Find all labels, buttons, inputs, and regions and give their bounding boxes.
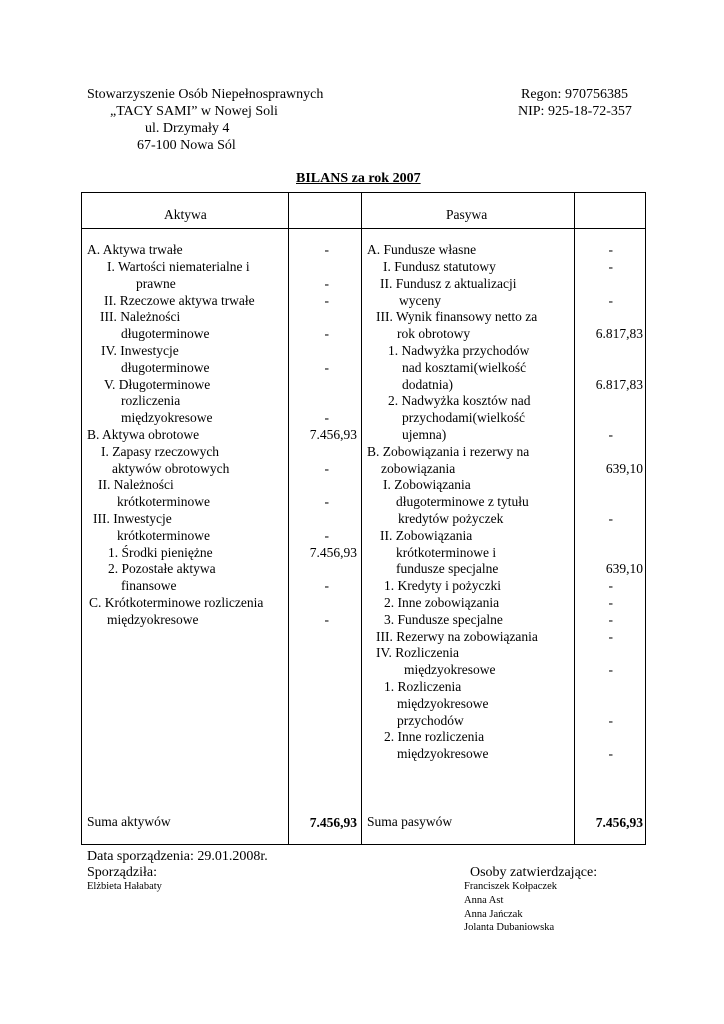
list-item-value: - (324, 276, 329, 291)
list-item-value: - (608, 595, 613, 610)
list-item-value: - (324, 326, 329, 341)
list-item-value: - (324, 360, 329, 375)
approver-name: Anna Jańczak (464, 909, 523, 920)
list-item: A. Aktywa trwałe (87, 242, 183, 257)
list-item-value: - (608, 293, 613, 308)
list-item: 1. Środki pieniężne (108, 545, 213, 560)
list-item: I. Fundusz statutowy (383, 259, 496, 274)
list-item: międzyokresowe (107, 612, 199, 627)
list-item-value: - (608, 242, 613, 257)
nip-number: NIP: 925-18-72-357 (518, 104, 632, 119)
list-item-value: - (608, 612, 613, 627)
list-item: przychodami(wielkość (402, 410, 525, 425)
total-assets-value: 7.456,93 (309, 815, 357, 830)
aktywa-header: Aktywa (164, 207, 207, 222)
document-title: BILANS za rok 2007 (296, 171, 421, 186)
list-item: III. Inwestycje (93, 511, 172, 526)
list-item: długoterminowe (121, 326, 210, 341)
list-item: długoterminowe z tytułu (396, 494, 529, 509)
list-item: dodatnia) (402, 377, 453, 392)
list-item: III. Wynik finansowy netto za (376, 309, 538, 324)
list-item: aktywów obrotowych (112, 461, 230, 476)
pasywa-header: Pasywa (446, 207, 488, 222)
list-item: II. Zobowiązania (380, 528, 473, 543)
list-item-value: - (608, 746, 613, 761)
list-item: B. Zobowiązania i rezerwy na (367, 444, 530, 459)
list-item: międzyokresowe (404, 662, 496, 677)
list-item-value: - (324, 528, 329, 543)
list-item: 3. Fundusze specjalne (384, 612, 503, 627)
list-item: krótkoterminowe i (396, 545, 497, 560)
list-item-value: - (324, 612, 329, 627)
regon-number: Regon: 970756385 (521, 87, 628, 102)
list-item-value: 639,10 (605, 461, 643, 476)
list-item: 1. Kredyty i pożyczki (384, 578, 501, 593)
list-item-value: - (608, 713, 613, 728)
list-item-value: - (608, 427, 613, 442)
list-item-value: - (608, 578, 613, 593)
list-item: V. Długoterminowe (104, 377, 211, 392)
list-item: długoterminowe (121, 360, 210, 375)
list-item: I. Zobowiązania (383, 477, 471, 492)
org-name-line2: „TACY SAMI” w Nowej Soli (110, 104, 278, 119)
list-item-value: - (324, 461, 329, 476)
approver-name: Anna Ast (464, 895, 504, 906)
list-item: rozliczenia (121, 393, 181, 408)
prepared-by-name: Elżbieta Hałabaty (87, 881, 162, 892)
org-name-line1: Stowarzyszenie Osób Niepełnosprawnych (87, 87, 324, 102)
list-item: krótkoterminowe (117, 494, 210, 509)
list-item: C. Krótkoterminowe rozliczenia (89, 595, 264, 610)
approver-name: Jolanta Dubaniowska (464, 922, 555, 933)
list-item-value: - (324, 578, 329, 593)
list-item: III. Należności (100, 309, 181, 324)
list-item: I. Wartości niematerialne i (107, 259, 250, 274)
list-item-value: 639,10 (605, 561, 643, 576)
org-address-city: 67-100 Nowa Sól (137, 138, 236, 153)
list-item-value: - (324, 410, 329, 425)
list-item-value: - (608, 511, 613, 526)
list-item: ujemna) (402, 427, 447, 442)
list-item: 2. Pozostałe aktywa (108, 561, 216, 576)
total-liabilities-value: 7.456,93 (595, 815, 643, 830)
list-item-value: - (324, 494, 329, 509)
list-item: IV. Inwestycje (101, 343, 179, 358)
list-item: międzyokresowe (121, 410, 213, 425)
list-item-value: - (608, 629, 613, 644)
list-item: II. Rzeczowe aktywa trwałe (104, 293, 255, 308)
list-item-value: 7.456,93 (309, 545, 357, 560)
list-item: 2. Nadwyżka kosztów nad (388, 393, 531, 408)
list-item: zobowiązania (381, 461, 456, 476)
total-assets-label: Suma aktywów (87, 814, 171, 829)
list-item: rok obrotowy (397, 326, 471, 341)
list-item: przychodów (397, 713, 464, 728)
list-item-value: - (608, 259, 613, 274)
list-item: nad kosztami(wielkość (402, 360, 527, 375)
list-item: 2. Inne rozliczenia (384, 729, 485, 744)
list-item: IV. Rozliczenia (376, 645, 459, 660)
list-item: finansowe (121, 578, 177, 593)
list-item: B. Aktywa obrotowe (87, 427, 200, 442)
list-item: A. Fundusze własne (367, 242, 477, 257)
list-item: I. Zapasy rzeczowych (101, 444, 220, 459)
list-item: 2. Inne zobowiązania (384, 595, 500, 610)
list-item: wyceny (399, 293, 441, 308)
list-item-value: - (324, 242, 329, 257)
list-item: II. Należności (98, 477, 174, 492)
approvers-label: Osoby zatwierdzające: (470, 865, 598, 880)
list-item: międzyokresowe (397, 746, 489, 761)
approver-name: Franciszek Kołpaczek (464, 881, 557, 892)
preparation-date: Data sporządzenia: 29.01.2008r. (87, 849, 268, 864)
list-item: 1. Rozliczenia (384, 679, 462, 694)
list-item-value: 6.817,83 (595, 377, 643, 392)
list-item-value: 7.456,93 (309, 427, 357, 442)
prepared-by-label: Sporządziła: (87, 865, 157, 880)
list-item: fundusze specjalne (396, 561, 499, 576)
list-item: kredytów pożyczek (398, 511, 504, 526)
list-item: III. Rezerwy na zobowiązania (376, 629, 538, 644)
list-item: II. Fundusz z aktualizacji (380, 276, 517, 291)
total-liabilities-label: Suma pasywów (367, 814, 453, 829)
list-item: prawne (136, 276, 176, 291)
list-item: krótkoterminowe (117, 528, 210, 543)
list-item-value: 6.817,83 (595, 326, 643, 341)
list-item-value: - (324, 293, 329, 308)
list-item-value: - (608, 662, 613, 677)
list-item: 1. Nadwyżka przychodów (388, 343, 530, 358)
list-item: międzyokresowe (397, 696, 489, 711)
org-address-street: ul. Drzymały 4 (145, 121, 230, 136)
